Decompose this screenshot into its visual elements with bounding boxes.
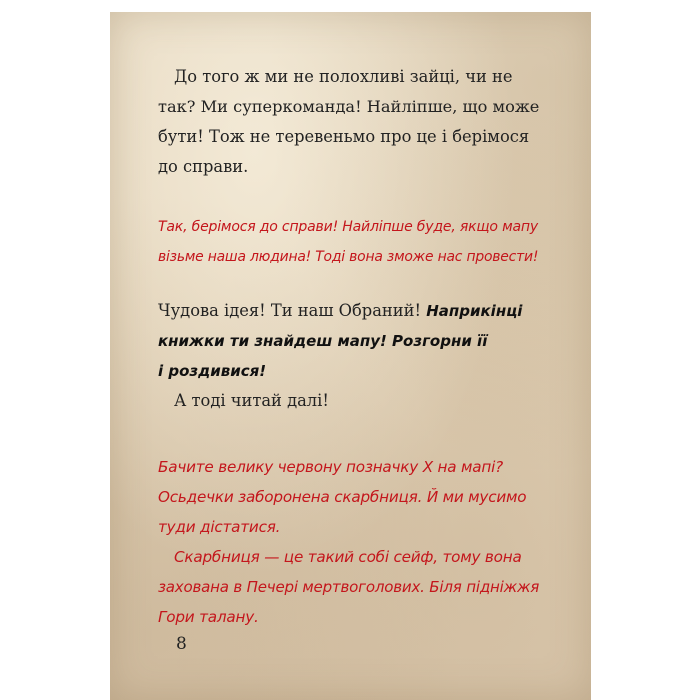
page-number: 8 [176, 634, 187, 654]
book-page [110, 12, 591, 700]
text-line: візьме наша людина! Тоді вона зможе нас провести! [158, 249, 539, 265]
red-dialogue-paragraph-2 [158, 452, 540, 542]
text-line: Бачите велику червону позначку Х на мапі? [158, 458, 503, 476]
text-line: Так, берімося до справи! Найліпше буде, якщо мапу [158, 219, 538, 235]
red-dialogue-paragraph-1 [158, 212, 540, 272]
red-dialogue-paragraph-3 [158, 542, 540, 632]
text-line: до справи. [158, 157, 249, 176]
text-line: А тоді читай далі! [174, 391, 329, 410]
narration-paragraph-2 [158, 296, 540, 416]
text-line: захована в Печері мертвоголових. Біля підніжжя [158, 578, 540, 596]
text-line: Скарбниця — це такий собі сейф, тому вона [174, 548, 522, 566]
text-line: До того ж ми не полохливі зайці, чи не [174, 67, 513, 86]
text-line: Осьдечки заборонена скарбниця. Й ми мусимо [158, 488, 527, 506]
text-line: туди дістатися. [158, 518, 281, 536]
text-line [158, 296, 540, 326]
text-line: Гори талану. [158, 608, 259, 626]
text-line: так? Ми суперкоманда! Найліпше, що може [158, 97, 540, 116]
bold-handwritten-text: книжки ти знайдеш мапу! Розгорни її [158, 332, 488, 350]
text-line: бути! Тож не теревеньмо про це і берімося [158, 127, 530, 146]
bold-handwritten-text: і роздивися! [158, 362, 267, 380]
narration-paragraph-1 [158, 62, 540, 182]
regular-text: Чудова ідея! Ти наш Обраний! [158, 301, 422, 320]
bold-handwritten-text: Наприкінці [426, 302, 523, 320]
